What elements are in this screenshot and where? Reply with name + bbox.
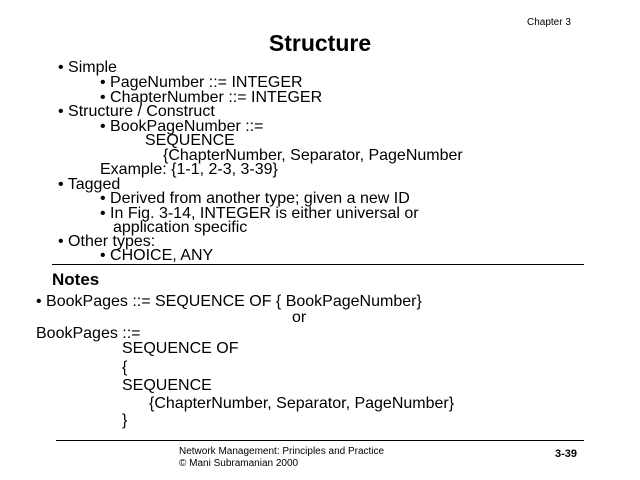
bullet-derived: • Derived from another type; given a new ID xyxy=(100,190,410,207)
bullet-other-types: • Other types: xyxy=(58,233,156,250)
bullet-chapter-number: • ChapterNumber ::= INTEGER xyxy=(100,89,323,106)
page-number: 3-39 xyxy=(555,448,578,460)
notes-heading: Notes xyxy=(52,270,100,289)
bullet-simple: • Simple xyxy=(58,59,117,76)
example-line: Example: {1-1, 2-3, 3-39} xyxy=(100,161,278,178)
bullet-structure-construct: • Structure / Construct xyxy=(58,103,215,120)
notes-line: {ChapterNumber, Separator, PageNumber} xyxy=(149,395,455,412)
bullet-choice-any: • CHOICE, ANY xyxy=(100,247,214,264)
footer-copyright: © Mani Subramanian 2000 xyxy=(179,458,299,469)
slide-title: Structure xyxy=(268,30,372,56)
notes-line: • BookPages ::= SEQUENCE OF { BookPageNumber} xyxy=(36,293,422,310)
bullet-fig-reference-cont: application specific xyxy=(113,219,248,236)
sequence-line: SEQUENCE xyxy=(145,132,235,149)
notes-line: } xyxy=(122,412,128,429)
chapter-label: Chapter 3 xyxy=(527,17,571,28)
footer-book-title: Network Management: Principles and Practice xyxy=(179,446,385,457)
notes-line: SEQUENCE xyxy=(122,377,212,394)
notes-line: SEQUENCE OF xyxy=(122,340,239,357)
bullet-book-page-number: • BookPageNumber ::= xyxy=(100,118,264,135)
bullet-fig-reference: • In Fig. 3-14, INTEGER is either universal or xyxy=(100,205,419,222)
notes-line: or xyxy=(292,309,307,326)
top-divider xyxy=(52,264,584,265)
bullet-tagged: • Tagged xyxy=(58,176,121,193)
bullet-page-number: • PageNumber ::= INTEGER xyxy=(100,74,303,91)
notes-line: { xyxy=(122,359,128,376)
bottom-divider xyxy=(56,440,584,441)
notes-line: BookPages ::= xyxy=(36,325,141,342)
sequence-members-line: {ChapterNumber, Separator, PageNumber xyxy=(163,147,463,164)
